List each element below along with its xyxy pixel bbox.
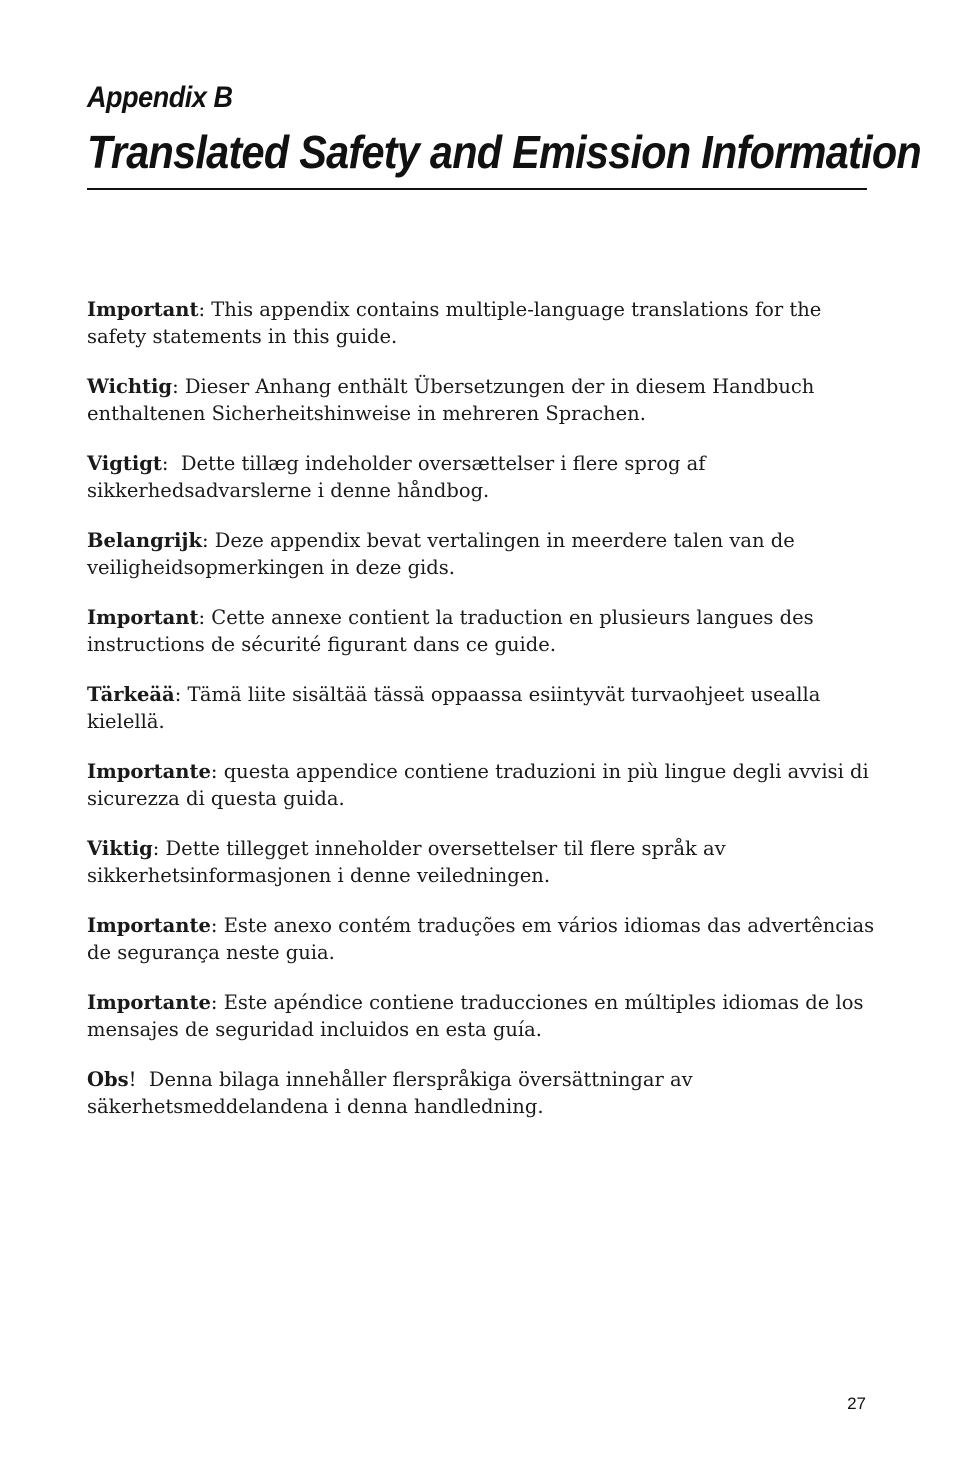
notice-text: Dieser Anhang enthält Übersetzungen der in diesem Handbuch enthaltenen Sicherheitshinweise in mehreren Sprachen.: [87, 375, 815, 425]
notice-portuguese: [87, 912, 877, 966]
notice-label: Tärkeää: [87, 683, 175, 706]
notice-text: Este apéndice contiene traducciones en múltiples idiomas de los mensajes de seguridad incluidos en esta guía.: [87, 991, 864, 1041]
notice-label: Belangrijk: [87, 529, 202, 552]
notice-text: Denna bilaga innehåller flerspråkiga översättningar av säkerhetsmeddelandena i denna handledning.: [87, 1068, 693, 1118]
notice-text: Cette annexe contient la traduction en plusieurs langues des instructions de sécurité figurant dans ce guide.: [87, 606, 814, 656]
notice-separator: :: [210, 991, 224, 1014]
notice-text: Este anexo contém traduções em vários idiomas das advertências de segurança neste guia.: [87, 914, 875, 964]
notice-label: Importante: [87, 991, 211, 1014]
notice-label: Important: [87, 298, 199, 321]
notice-english: [87, 296, 877, 350]
notice-separator: :: [152, 837, 166, 860]
notice-text: Tämä liite sisältää tässä oppaassa esiintyvät turvaohjeet usealla kielellä.: [87, 683, 821, 733]
notice-text: This appendix contains multiple-language translations for the safety statements in this guide.: [87, 298, 822, 348]
notice-dutch: [87, 527, 877, 581]
notice-label: Wichtig: [87, 375, 173, 398]
notice-spanish: [87, 989, 877, 1043]
notice-norwegian: [87, 835, 877, 889]
appendix-label: Appendix B: [87, 81, 233, 114]
notice-label: Importante: [87, 914, 211, 937]
notice-separator: :: [161, 452, 181, 475]
notice-italian: [87, 758, 877, 812]
notice-separator: :: [210, 760, 224, 783]
notice-label: Obs: [87, 1068, 129, 1091]
notice-separator: :: [210, 914, 224, 937]
notice-separator: !: [128, 1068, 149, 1091]
notice-text: questa appendice contiene traduzioni in più lingue degli avvisi di sicurezza di questa guida.: [87, 760, 869, 810]
page-title: Translated Safety and Emission Information: [87, 126, 921, 178]
notice-label: Viktig: [87, 837, 153, 860]
notice-label: Important: [87, 606, 199, 629]
notice-separator: :: [198, 298, 212, 321]
notice-label: Importante: [87, 760, 211, 783]
notice-text: Dette tillegget inneholder oversettelser til flere språk av sikkerhetsinformasjonen i denne veiledningen.: [87, 837, 726, 887]
notice-text: Dette tillæg indeholder oversættelser i flere sprog af sikkerhedsadvarslerne i denne håndbog.: [87, 452, 706, 502]
notice-german: [87, 373, 877, 427]
notice-separator: :: [172, 375, 185, 398]
notice-separator: :: [198, 606, 212, 629]
notice-separator: :: [202, 529, 215, 552]
notice-list: [87, 296, 877, 1143]
title-divider: [87, 188, 867, 190]
notice-label: Vigtigt: [87, 452, 162, 475]
page-number: 27: [847, 1394, 866, 1413]
notice-swedish: [87, 1066, 877, 1120]
notice-separator: :: [174, 683, 188, 706]
page-header: [87, 78, 921, 180]
notice-text: Deze appendix bevat vertalingen in meerdere talen van de veiligheidsopmerkingen in deze gids.: [87, 529, 795, 579]
notice-finnish: [87, 681, 877, 735]
notice-french: [87, 604, 877, 658]
notice-danish: [87, 450, 877, 504]
